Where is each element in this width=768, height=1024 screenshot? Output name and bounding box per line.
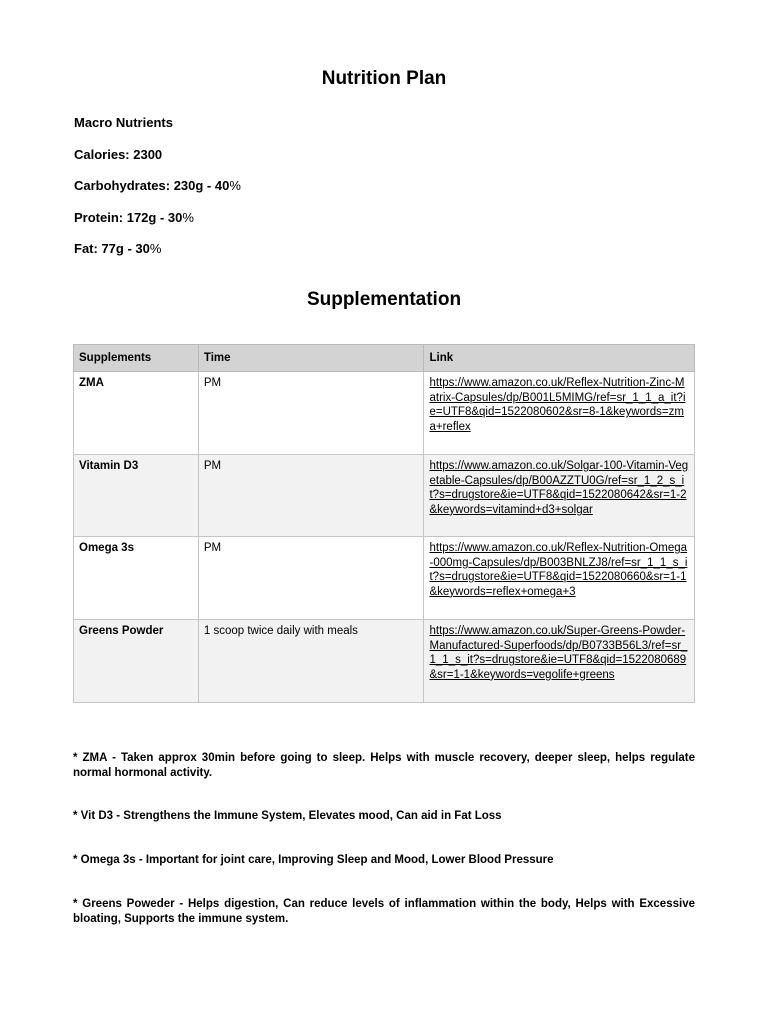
macro-fat: Fat: 77g - 30% [74,241,162,256]
note-vitamin-d3: * Vit D3 - Strengthens the Immune System, Elevates mood, Can aid in Fat Loss [73,810,502,822]
macro-heading: Macro Nutrients [74,115,173,130]
supplement-time: PM [198,372,424,455]
supplementation-title: Supplementation [306,289,462,310]
table-row [74,372,695,455]
note-omega-3s: * Omega 3s - Important for joint care, Improving Sleep and Mood, Lower Blood Pressure [73,854,554,866]
table-row [74,620,695,703]
table-row [74,455,695,537]
table-header-row [74,345,695,372]
supplement-link[interactable]: https://www.amazon.co.uk/Reflex-Nutrition-Zinc-Matrix-Capsules/dp/B001L5MIMG/ref=sr_1_1_a_it?ie=UTF8&qid=1522080602&sr=8-1&keywords=zma+reflex [424,372,695,455]
supplement-link[interactable]: https://www.amazon.co.uk/Reflex-Nutrition-Omega-000mg-Capsules/dp/B003BNLZJ8/ref=sr_1_1_s_it?s=drugstore&ie=UTF8&qid=1522080660&sr=1-1&keywords=reflex+omega+3 [424,537,695,620]
note-greens-powder: * Greens Poweder - Helps digestion, Can reduce levels of inflammation within the body, Helps with Excessive bloating, Supports the immune system. [73,898,695,925]
macro-protein: Protein: 172g - 30% [74,209,194,225]
table-row [74,537,695,620]
header-supplements: Supplements [74,345,199,372]
header-time: Time [198,345,424,372]
macro-nutrients-list [74,116,241,274]
supplement-name: Vitamin D3 [74,455,199,537]
supplement-link[interactable]: https://www.amazon.co.uk/Super-Greens-Powder-Manufactured-Superfoods/dp/B0733B56L3/ref=sr_1_1_s_it?s=drugstore&ie=UTF8&qid=1522080689&sr=1-1&keywords=vegolife+greens [424,620,695,703]
supplement-link[interactable]: https://www.amazon.co.uk/Solgar-100-Vitamin-Vegetable-Capsules/dp/B00AZZTU0G/ref=sr_1_2_s_it?s=drugstore&ie=UTF8&qid=1522080642&sr=1-2&keywords=vitamind+d3+solgar [424,455,695,537]
note-zma: * ZMA - Taken approx 30min before going to sleep. Helps with muscle recovery, deeper sleep, helps regulate normal hormonal activity. [73,752,695,779]
header-link: Link [424,345,695,372]
supplements-table [73,344,695,703]
supplement-time: PM [198,455,424,537]
macro-carbohydrates: Carbohydrates: 230g - 40% [74,178,241,193]
page-title: Nutrition Plan [321,68,447,89]
supplement-name: ZMA [74,372,199,455]
supplement-time: 1 scoop twice daily with meals [198,620,424,703]
supplement-time: PM [198,537,424,620]
macro-calories: Calories: 2300 [74,146,163,162]
supplement-name: Greens Powder [74,620,199,703]
supplement-name: Omega 3s [74,537,199,620]
